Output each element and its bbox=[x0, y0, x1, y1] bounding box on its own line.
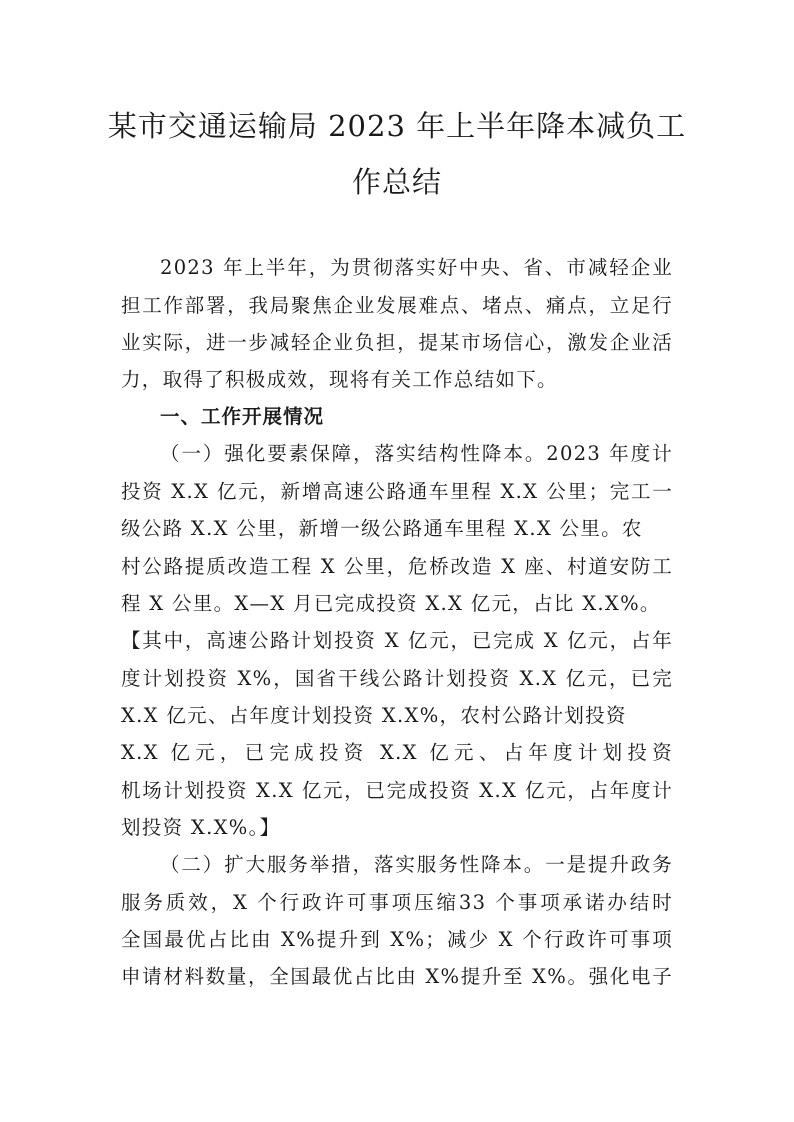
paragraph-line: 级公路 X.X 公里，新增一级公路通车里程 X.X 公里。农 bbox=[121, 517, 643, 540]
paragraph-line: 业实际，进一步减轻企业负担，提某市场信心，激发企业活 bbox=[121, 331, 673, 354]
paragraph-line: 服务质效，X 个行政许可事项压缩33 个事项承诺办结时 bbox=[121, 891, 673, 914]
paragraph-line: 2023 年上半年，为贯彻落实好中央、省、市减轻企业 bbox=[160, 256, 673, 279]
paragraph-line: 村公路提质改造工程 X 公里，危桥改造 X 座、村道安防工 bbox=[121, 555, 673, 578]
paragraph-line: 申请材料数量，全国最优占比由 X%提升至 X%。强化电子 bbox=[121, 965, 673, 988]
document-title-line-2: 作总结 bbox=[351, 165, 442, 199]
paragraph-line: 程 X 公里。X—X 月已完成投资 X.X 亿元，占比 X.X%。 bbox=[121, 592, 661, 615]
section-heading: 一、工作开展情况 bbox=[160, 405, 325, 428]
paragraph-line: 【其中，高速公路计划投资 X 亿元，已完成 X 亿元，占年 bbox=[121, 629, 673, 652]
paragraph-line: （二）扩大服务举措，落实服务性降本。一是提升政务 bbox=[160, 853, 673, 876]
paragraph-line: 全国最优占比由 X%提升到 X%；减少 X 个行政许可事项 bbox=[121, 928, 673, 951]
paragraph-line: 担工作部署，我局聚焦企业发展难点、堵点、痛点，立足行 bbox=[121, 294, 673, 317]
paragraph-line: 投资 X.X 亿元，新增高速公路通车里程 X.X 公里；完工一 bbox=[121, 480, 673, 503]
paragraph-line: X.X 亿元、占年度计划投资 X.X%，农村公路计划投资 bbox=[121, 704, 627, 727]
paragraph-line: （一）强化要素保障，落实结构性降本。2023 年度计 bbox=[160, 442, 673, 465]
paragraph-line: 划投资 X.X%。】 bbox=[121, 816, 281, 839]
document-title-line-1: 某市交通运输局 2023 年上半年降本减负工 bbox=[107, 109, 687, 143]
paragraph-line: 度计划投资 X%，国省干线公路计划投资 X.X 亿元，已完 bbox=[121, 667, 673, 690]
paragraph-line: X.X 亿元，已完成投资 X.X 亿元、占年度计划投资 bbox=[121, 741, 673, 764]
paragraph-line: 力，取得了积极成效，现将有关工作总结如下。 bbox=[121, 368, 558, 391]
paragraph-line: 机场计划投资 X.X 亿元，已完成投资 X.X 亿元，占年度计 bbox=[121, 779, 673, 802]
